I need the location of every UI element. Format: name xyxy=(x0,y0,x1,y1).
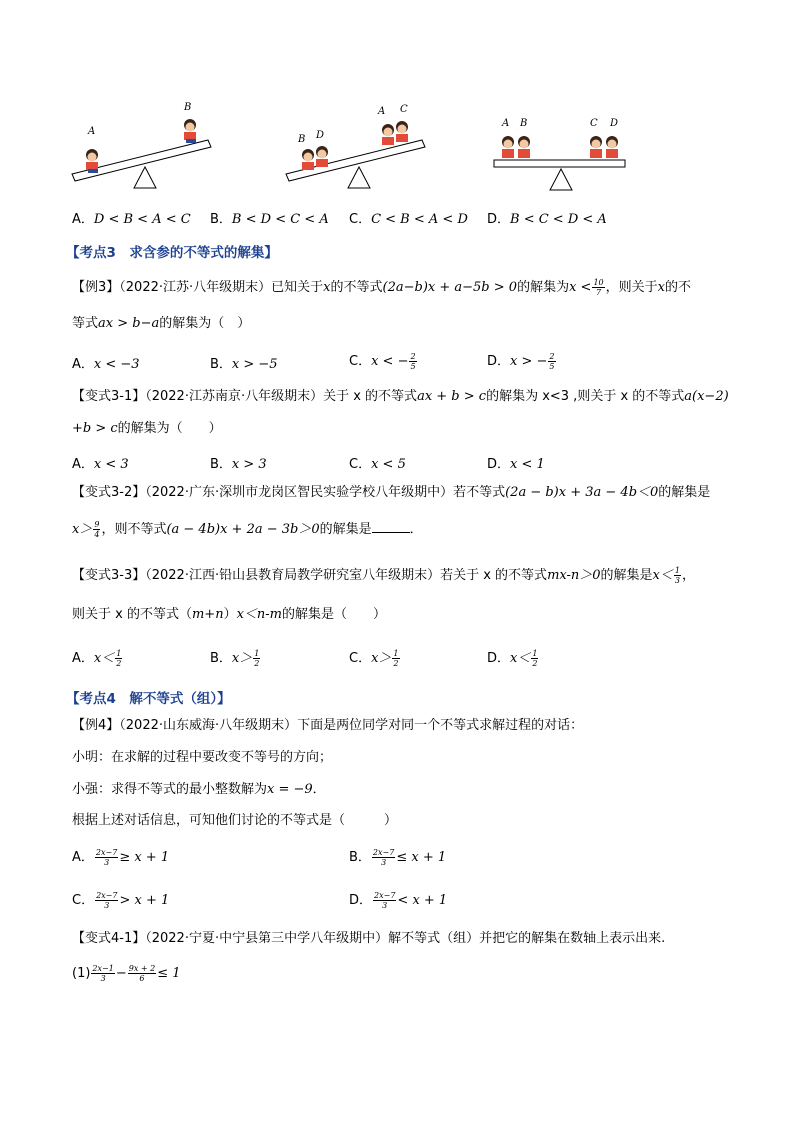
fraction-numerator: 2x−7 xyxy=(374,891,396,900)
math: mx-n＞0 xyxy=(547,568,601,583)
fraction xyxy=(392,649,399,668)
child-figure xyxy=(518,136,530,158)
text: ，则关于 xyxy=(605,280,658,295)
math: a(x−2) xyxy=(684,389,729,404)
fraction xyxy=(95,891,118,910)
math: − xyxy=(115,966,127,981)
text: 的解集为 xyxy=(517,280,570,295)
seesaw-figure-2 xyxy=(280,100,440,192)
option-c[interactable] xyxy=(349,647,401,668)
option-a[interactable] xyxy=(72,846,169,867)
option-letter: B． xyxy=(210,651,232,666)
text: 小强：求得不等式的最小整数解为 xyxy=(72,782,268,797)
seesaw-figure-3 xyxy=(488,110,633,192)
child-figure xyxy=(316,146,328,167)
variant-4-1-line-1 xyxy=(72,931,665,947)
option-d[interactable] xyxy=(487,350,557,371)
text: 若不等式 xyxy=(453,485,506,500)
fraction-denominator: 3 xyxy=(381,858,387,867)
fraction xyxy=(95,848,118,867)
text: 的解集为 x<3 ,则关于 x 的不等式 xyxy=(486,389,685,404)
example-4-line-4: 根据上述对话信息，可知他们讨论的不等式是（ ） xyxy=(72,813,398,828)
option-letter: C． xyxy=(349,457,372,472)
option-c[interactable] xyxy=(349,208,468,227)
fraction-numerator: 1 xyxy=(116,649,122,658)
text: 的解集是（ ） xyxy=(282,607,387,622)
label-d: D xyxy=(610,118,619,129)
text: 等式 xyxy=(72,316,99,331)
fraction xyxy=(253,649,260,668)
option-d[interactable] xyxy=(349,889,447,910)
variant-3-3-line-2 xyxy=(72,607,386,623)
option-c[interactable] xyxy=(72,889,169,910)
fraction-numerator: 2x−1 xyxy=(92,964,114,973)
math: (2a − b)x + 3a − 4b＜0 xyxy=(505,485,659,500)
fraction-numerator: 1 xyxy=(532,649,538,658)
math: m+n xyxy=(191,607,224,622)
fraction-denominator: 3 xyxy=(104,858,110,867)
question-source: （2022·江苏·八年级期末） xyxy=(119,280,272,295)
text: 下面是两位同学对同一个不等式求解过程的对话： xyxy=(297,718,584,733)
math: (a − 4b)x + 2a − 3b＞0 xyxy=(166,522,320,537)
option-text: B < C < D < A xyxy=(510,212,607,227)
label-b: B xyxy=(184,102,192,113)
fraction-numerator: 1 xyxy=(674,566,680,575)
option-d[interactable] xyxy=(487,453,545,472)
option-text: x > − xyxy=(510,354,548,369)
question-source: （2022·江苏南京·八年级期末） xyxy=(145,389,324,404)
option-letter: D． xyxy=(487,212,511,227)
option-text: B < D < C < A xyxy=(231,212,329,227)
option-b[interactable] xyxy=(210,647,261,668)
child-figure xyxy=(606,136,618,158)
option-text: C < B < A < D xyxy=(371,212,468,227)
label-a: A xyxy=(502,118,510,129)
fraction xyxy=(372,848,395,867)
text: ） xyxy=(223,607,237,622)
option-text: x < 5 xyxy=(371,457,406,472)
option-d[interactable] xyxy=(487,208,607,227)
text: 已知关于 xyxy=(271,280,324,295)
option-letter: A． xyxy=(72,850,94,865)
example-3-line-2 xyxy=(72,316,250,332)
question-tag: 【变式3-3】 xyxy=(72,568,146,583)
option-text: x < −3 xyxy=(93,357,140,372)
child-figure xyxy=(502,136,514,158)
question-source: （2022·山东威海·八年级期末） xyxy=(119,718,298,733)
text: 的不等式 xyxy=(330,280,383,295)
variant-3-3-line-1 xyxy=(72,566,695,585)
fraction-numerator: 2x−7 xyxy=(372,848,395,857)
text: ． xyxy=(409,522,423,537)
option-letter: B． xyxy=(349,850,371,865)
option-a[interactable] xyxy=(72,647,123,668)
fraction-denominator: 3 xyxy=(100,974,106,983)
option-letter: D． xyxy=(487,457,511,472)
label-a: A xyxy=(378,106,386,117)
option-text: x < − xyxy=(371,354,409,369)
fraction xyxy=(373,891,396,910)
example-4-line-1 xyxy=(72,718,583,734)
example-3-line-1 xyxy=(72,278,691,297)
fraction xyxy=(91,964,114,983)
answer-blank[interactable] xyxy=(372,520,410,533)
fraction-denominator: 2 xyxy=(393,659,399,668)
fraction xyxy=(93,520,100,539)
text: 的解集是 xyxy=(600,568,653,583)
option-text: x < 1 xyxy=(510,457,545,472)
option-letter: A． xyxy=(72,357,94,372)
text: 的解集是 xyxy=(319,522,372,537)
option-b[interactable] xyxy=(210,453,267,472)
section-heading-4: 【考点4 解不等式（组）】 xyxy=(66,691,231,707)
fraction-numerator: 2 xyxy=(549,352,555,361)
label-d: D xyxy=(316,130,325,141)
option-text: x＞ xyxy=(231,651,253,666)
fraction-denominator: 6 xyxy=(139,974,145,983)
option-a[interactable] xyxy=(72,208,191,227)
option-text: x＜ xyxy=(93,651,115,666)
math: x＞ xyxy=(72,522,93,537)
text: ，则不等式 xyxy=(101,522,167,537)
fraction xyxy=(128,964,156,983)
fraction-denominator: 3 xyxy=(674,576,680,585)
option-a[interactable] xyxy=(72,353,140,372)
fraction xyxy=(115,649,122,668)
option-text: < x + 1 xyxy=(397,893,448,908)
math: x＜ xyxy=(652,568,673,583)
fraction-numerator: 10 xyxy=(593,278,604,287)
option-letter: C． xyxy=(349,354,372,369)
child-figure xyxy=(302,149,314,170)
text: 的解集是 xyxy=(658,485,711,500)
math: ax + b > c xyxy=(417,389,487,404)
question-tag: 【例3】 xyxy=(72,280,120,295)
text: 若关于 x 的不等式 xyxy=(440,568,548,583)
option-letter: C． xyxy=(349,212,372,227)
option-c[interactable] xyxy=(349,453,406,472)
option-letter: C． xyxy=(72,893,95,908)
fraction-numerator: 2x−7 xyxy=(95,848,118,857)
example-4-line-2: 小明：在求解的过程中要改变不等号的方向； xyxy=(72,750,333,765)
option-letter: D． xyxy=(487,651,511,666)
fraction-denominator: 2 xyxy=(532,659,538,668)
variant-3-1-line-1 xyxy=(72,389,729,405)
question-tag: 【变式4-1】 xyxy=(72,931,146,946)
option-text: D < B < A < C xyxy=(93,212,191,227)
example-4-line-3 xyxy=(72,782,326,798)
math: +b > c xyxy=(72,421,118,436)
option-text: ≤ x + 1 xyxy=(396,850,447,865)
text: 解不等式（组）并把它的解集在数轴上表示出来. xyxy=(388,931,666,946)
option-text: x > −5 xyxy=(231,357,278,372)
option-d[interactable] xyxy=(487,647,539,668)
child-figure xyxy=(590,136,602,158)
math: (2a−b)x + a−5b > 0 xyxy=(382,280,518,295)
fraction-numerator: 1 xyxy=(254,649,260,658)
math: x＜n-m xyxy=(236,607,283,622)
option-text: > x + 1 xyxy=(119,893,170,908)
label-c: C xyxy=(590,118,598,129)
option-text: x＜ xyxy=(510,651,531,666)
math: x xyxy=(657,280,665,295)
fraction-numerator: 9x + 2 xyxy=(128,964,156,973)
text: 的解集为（ ） xyxy=(159,316,251,331)
question-tag: 【变式3-1】 xyxy=(72,389,146,404)
child-figure xyxy=(382,124,394,145)
question-source: （2022·广东·深圳市龙岗区智民实验学校八年级期中） xyxy=(145,485,454,500)
fraction-numerator: 1 xyxy=(393,649,399,658)
label-b: B xyxy=(520,118,528,129)
option-text: x < 3 xyxy=(93,457,129,472)
fraction xyxy=(548,352,555,371)
fraction-denominator: 5 xyxy=(410,362,416,371)
fraction-denominator: 3 xyxy=(104,901,110,910)
text: 的不 xyxy=(664,280,691,295)
fraction-denominator: 2 xyxy=(116,659,122,668)
question-source: （2022·宁夏·中宁县第三中学八年级期中） xyxy=(145,931,389,946)
fraction-numerator: 2 xyxy=(410,352,416,361)
option-letter: A． xyxy=(72,457,94,472)
option-letter: B． xyxy=(210,357,232,372)
option-b[interactable] xyxy=(210,208,329,227)
text: 则关于 x 的不等式（ xyxy=(72,607,192,622)
fraction-denominator: 2 xyxy=(254,659,260,668)
option-text: x＞ xyxy=(371,651,392,666)
fraction-denominator: 5 xyxy=(549,362,555,371)
text: 的解集为（ ） xyxy=(117,421,222,436)
option-letter: B． xyxy=(210,212,232,227)
variant-3-2-line-1 xyxy=(72,485,710,501)
seesaw-figure-1 xyxy=(62,100,222,192)
fraction-numerator: 2x−7 xyxy=(96,891,118,900)
variant-4-1-item-1 xyxy=(72,964,181,983)
fraction-numerator: 9 xyxy=(94,520,100,529)
option-text: ≥ x + 1 xyxy=(119,850,170,865)
option-a[interactable] xyxy=(72,453,129,472)
option-letter: B． xyxy=(210,457,232,472)
label-c: C xyxy=(400,104,408,115)
variant-3-1-line-2 xyxy=(72,421,222,437)
fraction-denominator: 7 xyxy=(595,288,602,297)
math: x < xyxy=(569,280,592,295)
question-tag: 【例4】 xyxy=(72,718,120,733)
child-figure xyxy=(184,119,196,143)
math: x = −9 xyxy=(267,782,313,797)
fraction-denominator: 4 xyxy=(94,530,100,539)
option-letter: D． xyxy=(349,893,373,908)
math: ≤ 1 xyxy=(157,966,181,981)
fraction xyxy=(592,278,604,297)
child-figure xyxy=(396,121,408,142)
text: 关于 x 的不等式 xyxy=(323,389,418,404)
text: ． xyxy=(312,782,326,797)
variant-3-2-line-2 xyxy=(72,520,423,539)
label-b: B xyxy=(298,134,306,145)
fraction-denominator: 3 xyxy=(382,901,388,910)
math: x xyxy=(323,280,331,295)
option-letter: A． xyxy=(72,651,94,666)
section-heading-3: 【考点3 求含参的不等式的解集】 xyxy=(66,245,278,261)
fraction xyxy=(531,649,538,668)
fraction xyxy=(409,352,416,371)
question-tag: 【变式3-2】 xyxy=(72,485,146,500)
question-source: （2022·江西·铅山县教育局教学研究室八年级期末） xyxy=(145,568,441,583)
text: ， xyxy=(681,568,695,583)
option-text: x > 3 xyxy=(231,457,267,472)
option-letter: D． xyxy=(487,354,511,369)
option-c[interactable] xyxy=(349,350,418,371)
math: ax > b−a xyxy=(98,316,160,331)
fraction xyxy=(674,566,681,585)
option-letter: C． xyxy=(349,651,372,666)
option-b[interactable] xyxy=(349,846,446,867)
child-figure xyxy=(86,149,98,173)
item-label: (1) xyxy=(72,966,91,981)
label-a: A xyxy=(88,126,96,137)
option-b[interactable] xyxy=(210,353,278,372)
option-letter: A． xyxy=(72,212,94,227)
